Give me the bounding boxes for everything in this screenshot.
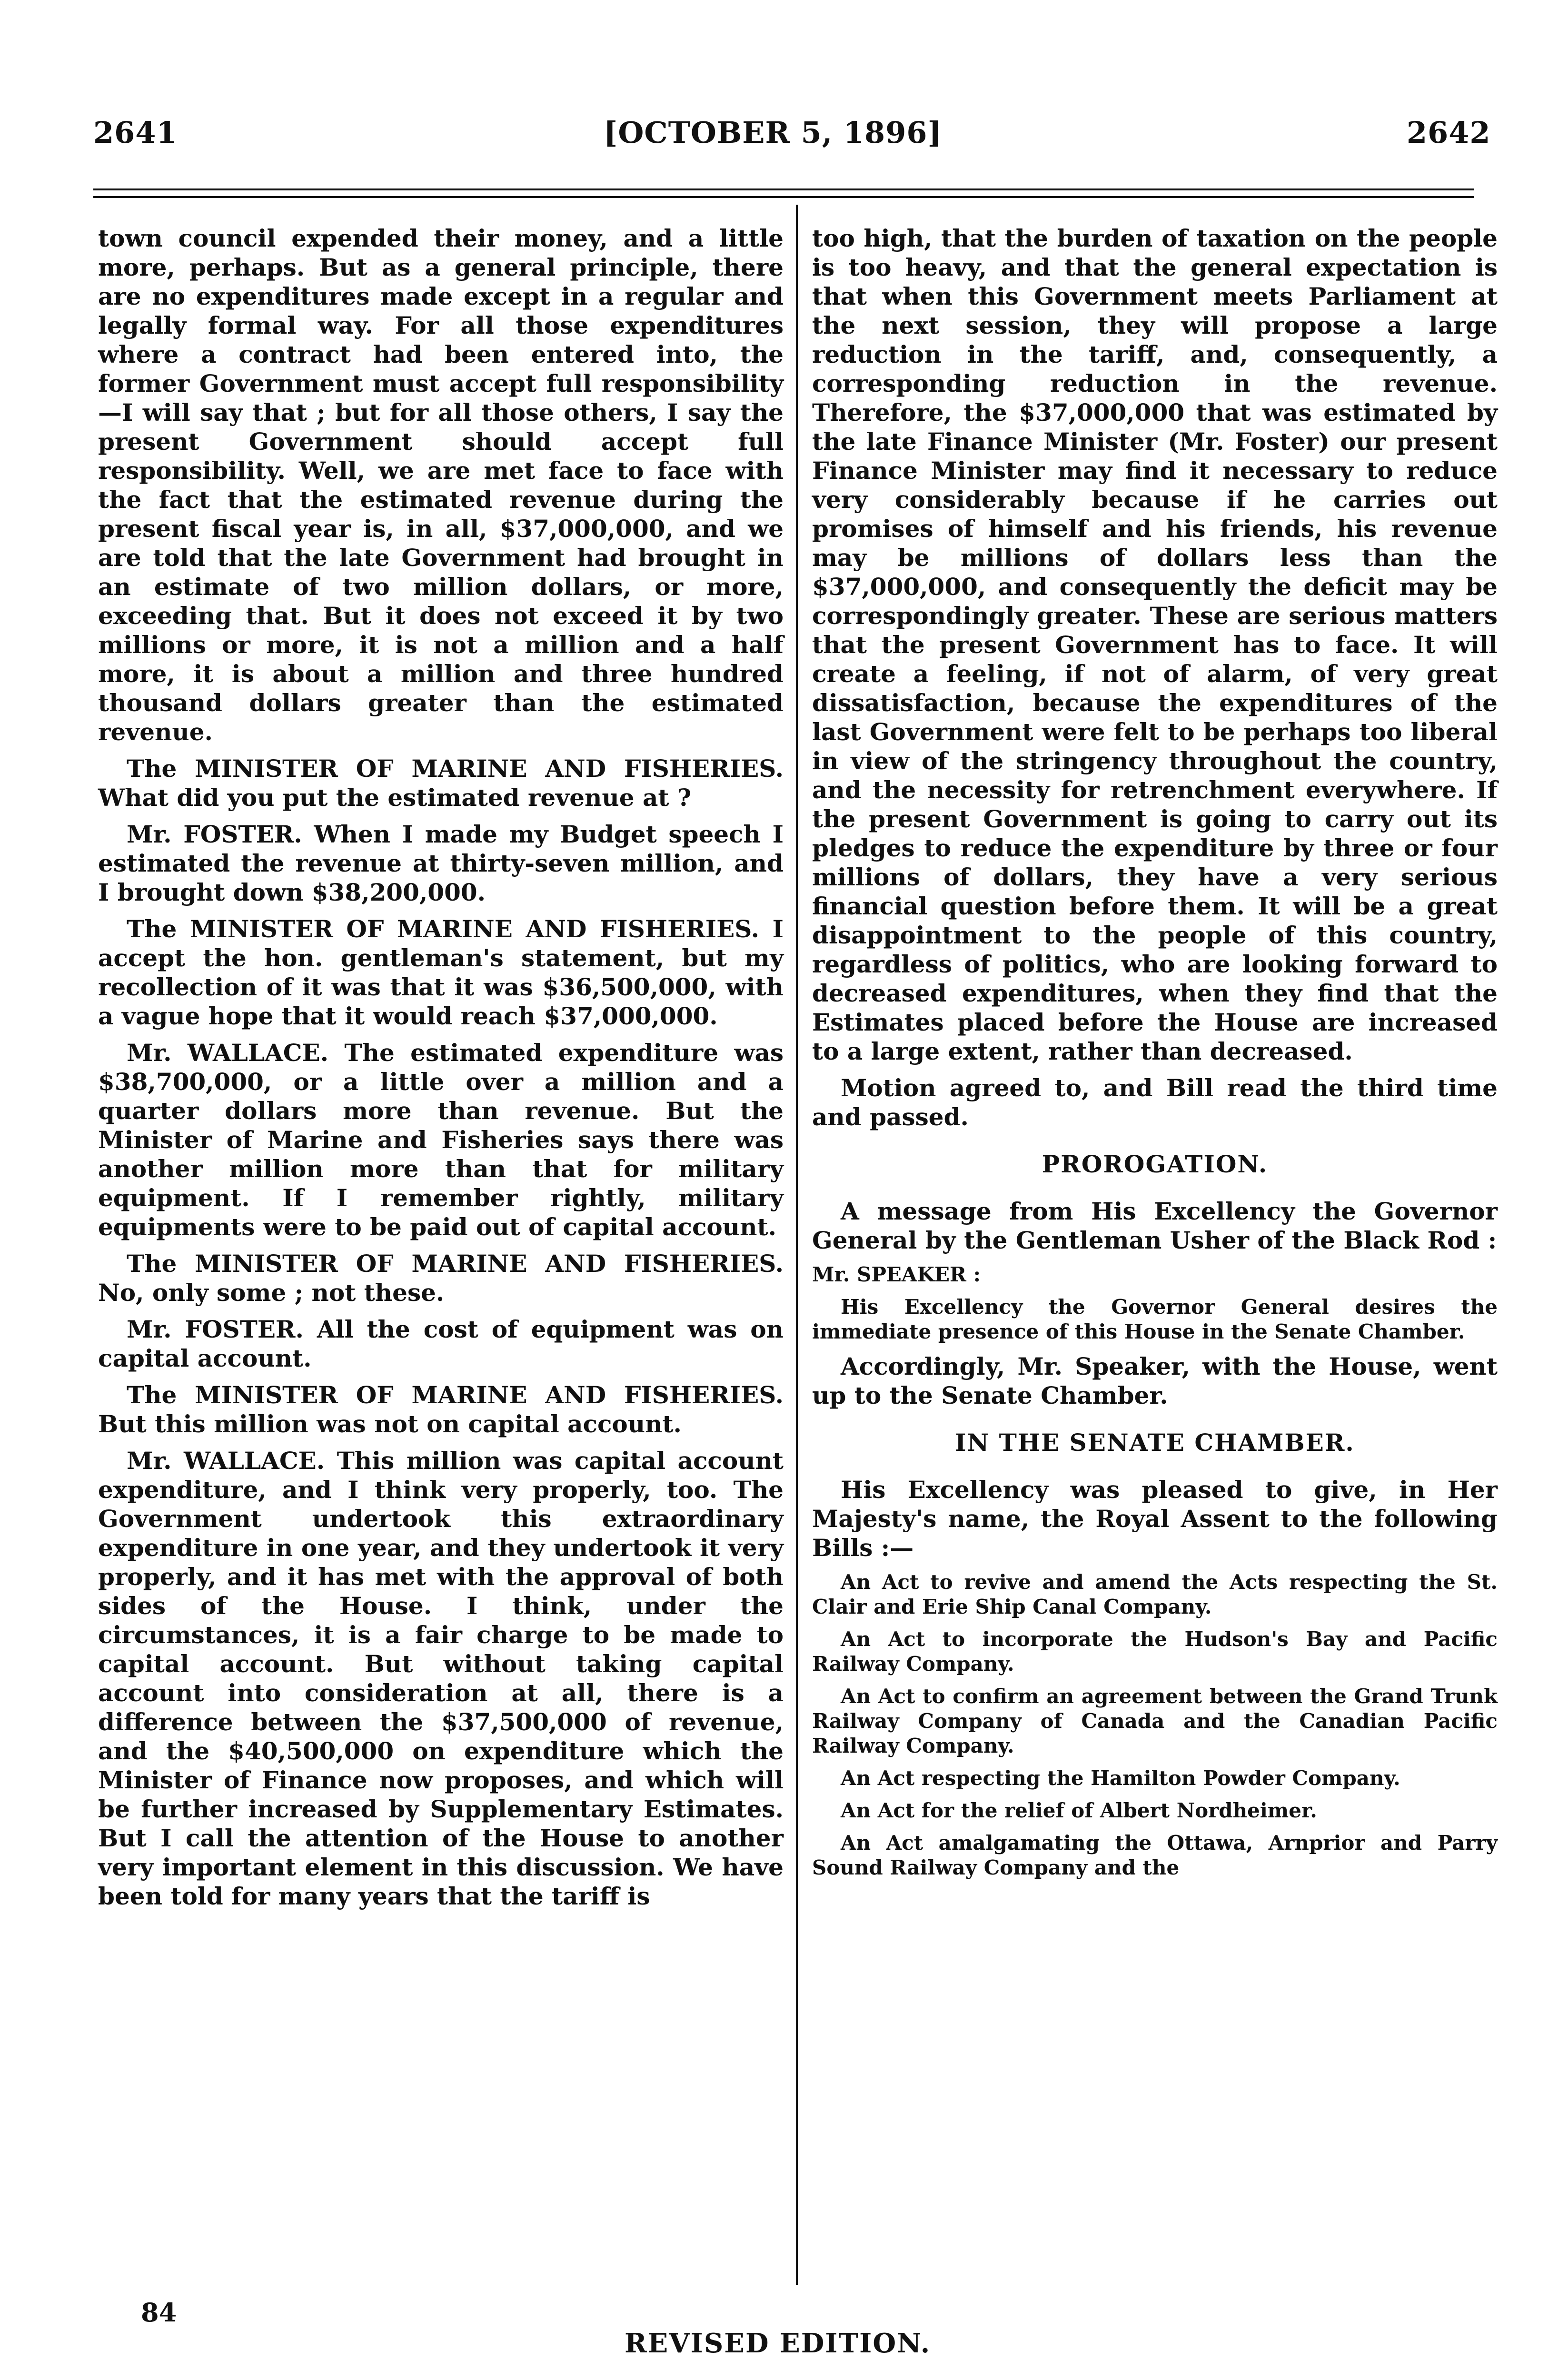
speaker-label: Mr. SPEAKER : [812,1263,981,1286]
bill-item: An Act respecting the Hamilton Powder Company. [841,1766,1400,1790]
paragraph: The MINISTER OF MARINE AND FISHERIES. What did you put the estimated revenue at ? [98,754,784,812]
paragraph: too high, that the burden of taxation on the people is too heavy, and that the general expectation is that when this Government meets Parliament at the next session, they will propose a large reduction in the tariff, and, consequently, a corresponding reduction in the revenue. Therefore, the $37,000,000 that was estimated by the late Finance Minister (Mr. Foster) our present Finance Minister may find it necessary to reduce very considerably because if he carries out promises of himself and his friends, his revenue may be millions of dollars less than the $37,000,000, and consequently the deficit may be correspondingly greater. These are serious matters that the present Government has to face. It will create a feeling, if not of alarm, of very great dissatisfaction, because the expenditures of the last Government were felt to be perhaps too liberal in view of the stringency throughout the country, and the necessity for retrenchment everywhere. If the present Government is going to carry out its pledges to reduce the expenditure by three or four millions of dollars, they have a very serious financial question before them. It will be a great disappointment to the people of this country, regardless of politics, who are looking forward to decreased expenditures, when they find that the Estimates placed before the House are increased to a large extent, rather than decreased. [812,224,1498,1065]
paragraph: town council expended their money, and a little more, perhaps. But as a general principle, there are no expenditures made except in a regular and legally formal way. For all those expenditures where a contract had been entered into, the former Government must accept full responsibility —I will say that ; but for all those others, I say the present Government should accept full responsibility. Well, we are met face to face with the fact that the estimated revenue during the present fiscal year is, in all, $37,000,000, and we are told that the late Government had brought in an estimate of two million dollars, or more, exceeding that. But it does not exceed it by two millions or more, it is not a million and a half more, it is about a million and three hundred thousand dollars greater than the estimated revenue. [98,224,784,746]
left-column [98,224,784,1918]
section-heading-prorogation: PROROGATION. [1042,1150,1268,1178]
page-number-left: 2641 [93,115,178,150]
paragraph: Mr. WALLACE. The estimated expenditure was $38,700,000, or a little over a million and a quarter dollars more than revenue. But the Minister of Marine and Fisheries says there was another million more than that for military equipment. If I remember rightly, military equipments were to be paid out of capital account. [98,1039,784,1241]
speaker-text: His Excellency the Governor General desires the immediate presence of this House in the Senate Chamber. [812,1295,1498,1343]
bill-item: An Act for the relief of Albert Nordheimer. [841,1799,1317,1822]
paragraph: Motion agreed to, and Bill read the third time and passed. [812,1074,1498,1131]
bill-item: An Act to revive and amend the Acts respecting the St. Clair and Erie Ship Canal Company. [812,1570,1498,1618]
paragraph: A message from His Excellency the Governor General by the Gentleman Usher of the Black Rod : [812,1197,1498,1254]
header-rule-bottom [93,196,1474,198]
paragraph: Mr. WALLACE. This million was capital account expenditure, and I think very properly, too. The Government undertook this extraordinary expenditure in one year, and they undertook it very properly, and it has met with the approval of both sides of the House. I think, under the circumstances, it is a fair charge to be made to capital account. But without taking capital account into consideration at all, there is a difference between the $37,500,000 of revenue, and the $40,500,000 on expenditure which the Minister of Finance now proposes, and which will be further increased by Supplementary Estimates. But I call the attention of the House to another very important element in this discussion. We have been told for many years that the tariff is [98,1447,784,1910]
paragraph: The MINISTER OF MARINE AND FISHERIES. No, only some ; not these. [98,1250,784,1307]
paragraph: Mr. FOSTER. When I made my Budget speech I estimated the revenue at thirty-seven million, and I brought down $38,200,000. [98,820,784,906]
bill-item: An Act to confirm an agreement between the Grand Trunk Railway Company of Canada and the Canadian Pacific Railway Company. [812,1685,1498,1757]
paragraph: Accordingly, Mr. Speaker, with the House, went up to the Senate Chamber. [812,1352,1498,1409]
column-separator [796,205,798,2285]
bill-item: An Act amalgamating the Ottawa, Arnprior and Parry Sound Railway Company and the [812,1831,1498,1879]
right-column [812,224,1498,1888]
edition-label: REVISED EDITION. [625,2328,931,2359]
page-header [0,0,1568,205]
page-date: [OCTOBER 5, 1896] [604,115,942,150]
header-rule-top [93,188,1474,190]
section-heading-senate: IN THE SENATE CHAMBER. [955,1428,1355,1457]
bill-item: An Act to incorporate the Hudson's Bay and Pacific Railway Company. [812,1627,1498,1676]
paragraph: The MINISTER OF MARINE AND FISHERIES. But this million was not on capital account. [98,1381,784,1438]
signature-mark: 84 [141,2297,177,2328]
paragraph: The MINISTER OF MARINE AND FISHERIES. I accept the hon. gentleman's statement, but my recollection of it was that it was $36,500,000, with a vague hope that it would reach $37,000,000. [98,915,784,1030]
paragraph: Mr. FOSTER. All the cost of equipment was on capital account. [98,1315,784,1372]
paragraph: His Excellency was pleased to give, in Her Majesty's name, the Royal Assent to the following Bills :— [812,1476,1498,1562]
page-number-right: 2642 [1407,115,1491,150]
